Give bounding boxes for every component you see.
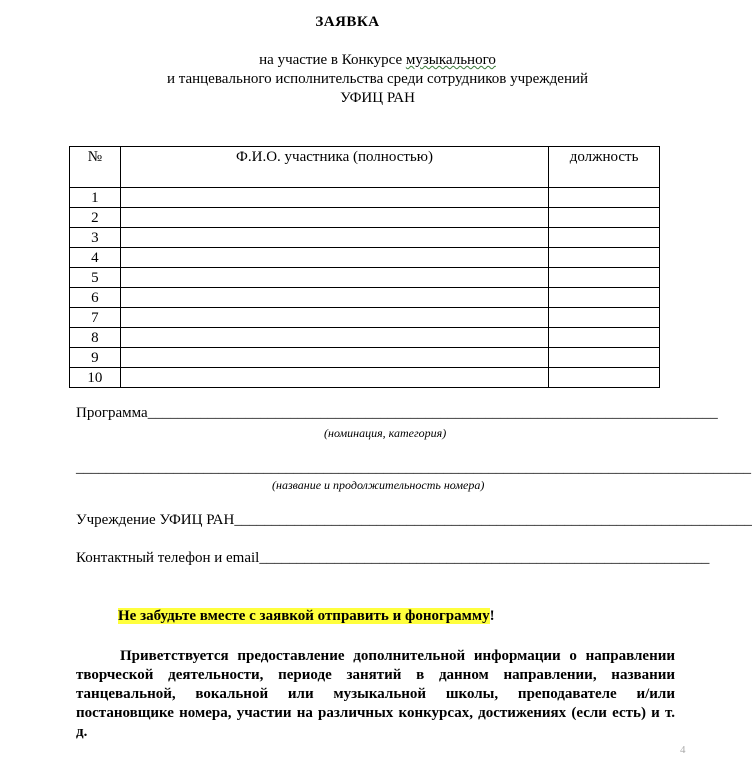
name-cell[interactable]: [120, 208, 548, 228]
name-cell[interactable]: [120, 348, 548, 368]
row-number: 4: [70, 248, 121, 268]
contact-label: Контактный телефон и email: [76, 550, 260, 566]
position-cell[interactable]: [549, 188, 660, 208]
reminder-highlight: Не забудьте вместе с заявкой отправить и фонограмму: [118, 608, 490, 624]
row-number: 7: [70, 308, 121, 328]
additional-info-paragraph: Приветствуется предоставление дополнительной информации о направлении творческой деятельности, периоде занятий в данном направлении, названии танцевальной, вокальной или музыкальной школы, преподавателе и/или постановщике номера, участии на различных конкурсах, достижениях (если есть) и т. д.: [76, 648, 675, 740]
position-cell[interactable]: [549, 208, 660, 228]
institution-field[interactable]: [76, 512, 752, 529]
position-cell[interactable]: [549, 268, 660, 288]
table-row: [70, 288, 660, 308]
position-cell[interactable]: [549, 308, 660, 328]
subtitle-line-1-prefix: на участие в Конкурсе: [259, 52, 406, 68]
table-row: [70, 228, 660, 248]
table-row: [70, 268, 660, 288]
row-number: 8: [70, 328, 121, 348]
program-hint: (номинация, категория): [324, 426, 447, 440]
performance-title-field[interactable]: [76, 460, 751, 477]
institution-label: Учреждение УФИЦ РАН: [76, 512, 235, 528]
program-fill-line: ____________________________________________________________________________: [147, 405, 718, 421]
header-number: №: [70, 147, 121, 188]
header-full-name: Ф.И.О. участника (полностью): [120, 147, 548, 188]
position-cell[interactable]: [549, 248, 660, 268]
subtitle-line-2: и танцевального исполнительства среди сотрудников учреждений: [166, 71, 589, 87]
spellcheck-marked-word: музыкального: [405, 52, 496, 68]
name-cell[interactable]: [120, 368, 548, 388]
row-number: 1: [70, 188, 121, 208]
row-number: 9: [70, 348, 121, 368]
name-cell[interactable]: [120, 308, 548, 328]
position-cell[interactable]: [549, 228, 660, 248]
row-number: 10: [70, 368, 121, 388]
name-cell[interactable]: [120, 328, 548, 348]
row-number: 5: [70, 268, 121, 288]
reminder-tail: !: [489, 608, 495, 624]
contact-field[interactable]: [76, 550, 710, 567]
institution-fill-line: _____________________________________________________________________: [234, 512, 752, 528]
table-row: [70, 368, 660, 388]
phonogram-reminder: [118, 608, 495, 625]
row-number: 3: [70, 228, 121, 248]
document-subtitle: [0, 51, 755, 108]
table-row: [70, 188, 660, 208]
name-cell[interactable]: [120, 268, 548, 288]
performance-fill-line: __________________________________________________________________________________________: [76, 460, 751, 476]
subtitle-line-1: [0, 51, 755, 70]
table-row: [70, 308, 660, 328]
table-row: [70, 248, 660, 268]
performance-title-hint: (название и продолжительность номера): [272, 478, 485, 492]
row-number: 6: [70, 288, 121, 308]
position-cell[interactable]: [549, 348, 660, 368]
row-number: 2: [70, 208, 121, 228]
program-field[interactable]: [76, 405, 718, 422]
table-row: [70, 328, 660, 348]
name-cell[interactable]: [120, 228, 548, 248]
subtitle-line-3: УФИЦ РАН: [340, 90, 415, 106]
contact-fill-line: ____________________________________________________________: [259, 550, 710, 566]
table-header-row: [70, 147, 660, 188]
table-row: [70, 348, 660, 368]
table-row: [70, 208, 660, 228]
participants-table: [69, 146, 660, 388]
program-label: Программа: [76, 405, 148, 421]
page-number: 4: [680, 744, 686, 756]
name-cell[interactable]: [120, 248, 548, 268]
header-position: должность: [549, 147, 660, 188]
position-cell[interactable]: [549, 368, 660, 388]
name-cell[interactable]: [120, 288, 548, 308]
document-title: ЗАЯВКА: [315, 14, 380, 30]
name-cell[interactable]: [120, 188, 548, 208]
position-cell[interactable]: [549, 288, 660, 308]
position-cell[interactable]: [549, 328, 660, 348]
